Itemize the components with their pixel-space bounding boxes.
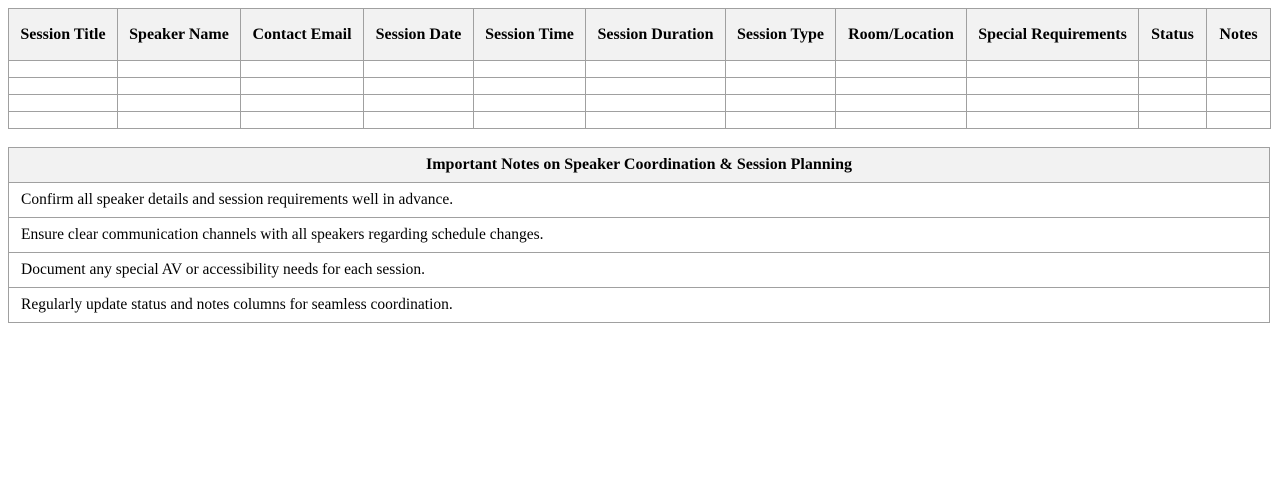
- table-cell[interactable]: [836, 112, 967, 129]
- column-header-status: Status: [1139, 9, 1207, 61]
- table-cell[interactable]: [118, 61, 241, 78]
- table-cell[interactable]: [726, 78, 836, 95]
- table-cell[interactable]: [364, 112, 474, 129]
- note-item: Document any special AV or accessibility needs for each session.: [9, 253, 1270, 288]
- table-cell[interactable]: [836, 95, 967, 112]
- notes-title: Important Notes on Speaker Coordination & Session Planning: [9, 148, 1270, 183]
- page-content: [8, 8, 1270, 323]
- notes-header-row: [9, 148, 1270, 183]
- table-row: [9, 112, 1271, 129]
- column-header-session-time: Session Time: [474, 9, 586, 61]
- column-header-speaker-name: Speaker Name: [118, 9, 241, 61]
- table-row: [9, 78, 1271, 95]
- note-row: [9, 253, 1270, 288]
- table-cell[interactable]: [118, 112, 241, 129]
- note-item: Ensure clear communication channels with all speakers regarding schedule changes.: [9, 218, 1270, 253]
- table-cell[interactable]: [1139, 95, 1207, 112]
- note-row: [9, 218, 1270, 253]
- table-cell[interactable]: [586, 61, 726, 78]
- table-cell[interactable]: [967, 112, 1139, 129]
- session-schedule-table: [8, 8, 1271, 129]
- table-cell[interactable]: [474, 112, 586, 129]
- table-cell[interactable]: [9, 78, 118, 95]
- column-header-room-location: Room/Location: [836, 9, 967, 61]
- table-cell[interactable]: [1139, 61, 1207, 78]
- table-cell[interactable]: [726, 61, 836, 78]
- table-cell[interactable]: [118, 95, 241, 112]
- table-row: [9, 61, 1271, 78]
- table-cell[interactable]: [726, 112, 836, 129]
- column-header-session-date: Session Date: [364, 9, 474, 61]
- table-cell[interactable]: [118, 78, 241, 95]
- notes-body: [9, 183, 1270, 323]
- table-cell[interactable]: [836, 78, 967, 95]
- note-item: Confirm all speaker details and session requirements well in advance.: [9, 183, 1270, 218]
- table-cell[interactable]: [1207, 112, 1271, 129]
- column-header-notes: Notes: [1207, 9, 1271, 61]
- table-cell[interactable]: [967, 61, 1139, 78]
- table-cell[interactable]: [364, 78, 474, 95]
- table-cell[interactable]: [474, 95, 586, 112]
- column-header-special-requirements: Special Requirements: [967, 9, 1139, 61]
- table-body: [9, 61, 1271, 129]
- table-cell[interactable]: [1207, 95, 1271, 112]
- note-row: [9, 183, 1270, 218]
- table-cell[interactable]: [967, 95, 1139, 112]
- table-cell[interactable]: [9, 61, 118, 78]
- table-cell[interactable]: [1139, 112, 1207, 129]
- table-cell[interactable]: [967, 78, 1139, 95]
- column-header-session-title: Session Title: [9, 9, 118, 61]
- table-cell[interactable]: [241, 112, 364, 129]
- table-cell[interactable]: [586, 112, 726, 129]
- table-cell[interactable]: [241, 78, 364, 95]
- column-header-session-duration: Session Duration: [586, 9, 726, 61]
- table-cell[interactable]: [836, 61, 967, 78]
- column-header-contact-email: Contact Email: [241, 9, 364, 61]
- table-cell[interactable]: [586, 95, 726, 112]
- table-cell[interactable]: [726, 95, 836, 112]
- table-cell[interactable]: [9, 112, 118, 129]
- table-cell[interactable]: [586, 78, 726, 95]
- column-header-session-type: Session Type: [726, 9, 836, 61]
- table-cell[interactable]: [364, 95, 474, 112]
- table-cell[interactable]: [474, 61, 586, 78]
- table-cell[interactable]: [1139, 78, 1207, 95]
- table-cell[interactable]: [364, 61, 474, 78]
- table-cell[interactable]: [1207, 61, 1271, 78]
- note-item: Regularly update status and notes columns for seamless coordination.: [9, 288, 1270, 323]
- important-notes-table: [8, 147, 1270, 323]
- table-cell[interactable]: [474, 78, 586, 95]
- table-header-row: [9, 9, 1271, 61]
- table-cell[interactable]: [1207, 78, 1271, 95]
- table-row: [9, 95, 1271, 112]
- note-row: [9, 288, 1270, 323]
- table-cell[interactable]: [9, 95, 118, 112]
- table-cell[interactable]: [241, 95, 364, 112]
- table-cell[interactable]: [241, 61, 364, 78]
